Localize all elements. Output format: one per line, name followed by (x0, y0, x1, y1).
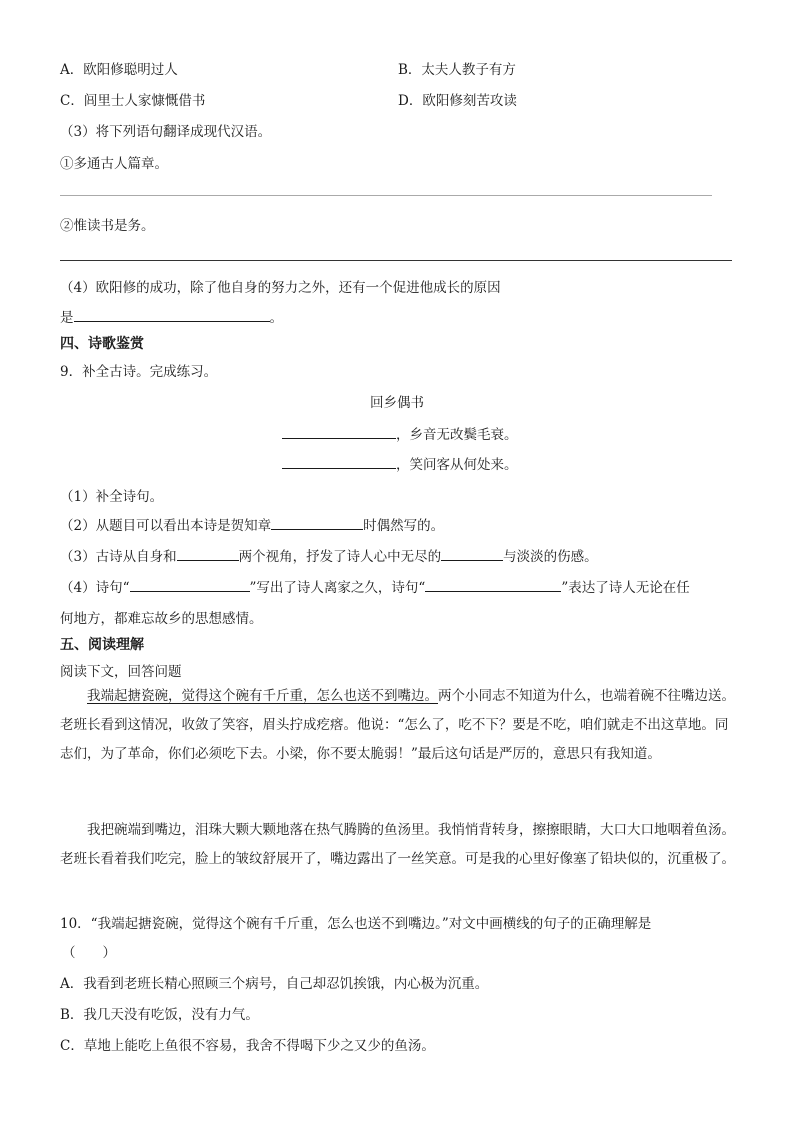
q9-sub2-suffix: 时偶然写的。 (363, 518, 445, 534)
q8-option-a: A．欧阳修聪明过人 (60, 62, 178, 78)
q8-4-line1: （4）欧阳修的成功，除了他自身的努力之外，还有一个促进他成长的原因 (60, 280, 501, 296)
q9-sub1: （1）补全诗句。 (60, 489, 164, 505)
q9-sub4-blank-2[interactable] (425, 577, 561, 592)
poem-blank-2[interactable] (282, 454, 396, 469)
section4-heading: 四、诗歌鉴赏 (60, 336, 144, 352)
q8-3-item1: ①多通古人篇章。 (60, 156, 168, 172)
poem-blank-1[interactable] (282, 424, 396, 439)
q9-sub4-blank-1[interactable] (130, 577, 250, 592)
q9-sub2-blank[interactable] (271, 515, 363, 530)
answer-line-2[interactable] (60, 260, 732, 261)
poem-line1-text: ，乡音无改鬓毛衰。 (396, 427, 518, 443)
q9-sub4-prefix: （4）诗句“ (60, 580, 130, 596)
reading-paragraph-2: 我把碗端到嘴边，泪珠大颗大颗地落在热气腾腾的鱼汤里。我悄悄背转身，擦擦眼睛，大口大口地咽着鱼汤。老班长看着我们吃完，脸上的皱纹舒展开了，嘴边露出了一丝笑意。可是我的心里好像塞了铅块似的，沉重极了。 (60, 822, 735, 867)
q9-sub4 (60, 576, 690, 596)
q10-option-a: A．我看到老班长精心照顾三个病号，自己却忍饥挨饿，内心极为沉重。 (60, 976, 489, 992)
q9-sub3-blank-1[interactable] (177, 546, 239, 561)
q10-option-c: C．草地上能吃上鱼很不容易，我舍不得喝下少之又少的鱼汤。 (60, 1038, 435, 1054)
q9-sub4-mid: ”写出了诗人离家之久，诗句“ (249, 580, 426, 596)
q10-stem: 10．“我端起搪瓷碗，觉得这个碗有千斤重，怎么也送不到嘴边。”对文中画横线的句子的正确理解是 (60, 916, 652, 932)
q8-option-c: C．闾里士人家慷慨借书 (60, 93, 206, 109)
q8-3-item2: ②惟读书是务。 (60, 218, 155, 234)
reading-paragraph-1 (60, 682, 736, 769)
q9-sub3-blank-2[interactable] (441, 546, 503, 561)
q8-4-prefix: 是 (60, 310, 74, 326)
q9-sub3 (60, 545, 598, 565)
q10-paren: （ ） (62, 945, 116, 961)
answer-line-1[interactable] (60, 195, 712, 196)
section5-heading: 五、阅读理解 (60, 637, 144, 653)
poem-line-2 (282, 453, 518, 473)
poem-line-1 (282, 423, 518, 443)
poem-line2-text: ，笑问客从何处来。 (396, 457, 518, 473)
underlined-sentence: 我端起搪瓷碗，觉得这个碗有千斤重，怎么也送不到嘴边。 (87, 688, 438, 704)
q10-option-b: B．我几天没有吃饭，没有力气。 (60, 1007, 259, 1023)
paragraph-1-rest: 两个小同志不知道为什么，也端着碗不往嘴边送。老班长看到这情况，收敛了笑容，眉头拧成疙瘩。他说：“怎么了，吃不下？要是不吃，咱们就走不出这草地。同志们，为了革命，你们必须吃下去。小梁，你不要太脆弱！”最后这句话是严厉的，意思只有我知道。 (60, 688, 735, 762)
q8-4-blank[interactable] (74, 307, 270, 322)
q9-sub3-mid: 两个视角，抒发了诗人心中无尽的 (238, 549, 442, 565)
q9-sub3-prefix: （3）古诗从自身和 (60, 549, 177, 565)
q8-option-d: D．欧阳修刻苦攻读 (398, 93, 517, 109)
q9-sub4-line2: 何地方，都难忘故乡的思想感情。 (60, 611, 263, 627)
q9-sub3-suffix: 与淡淡的伤感。 (503, 549, 598, 565)
q8-3-prompt: （3）将下列语句翻译成现代汉语。 (60, 124, 272, 140)
q9-intro: 9．补全古诗。完成练习。 (60, 364, 218, 380)
reading-intro: 阅读下文，回答问题 (60, 664, 182, 680)
q9-sub2-prefix: （2）从题目可以看出本诗是贺知章 (60, 518, 272, 534)
q9-sub4-suffix: ”表达了诗人无论在任 (561, 580, 690, 596)
poem-title: 回乡偶书 (370, 395, 424, 411)
q8-option-b: B．太夫人教子有方 (398, 62, 516, 78)
q9-sub2 (60, 514, 444, 534)
q8-4-suffix: 。 (269, 310, 283, 326)
q8-4-line2 (60, 306, 283, 326)
